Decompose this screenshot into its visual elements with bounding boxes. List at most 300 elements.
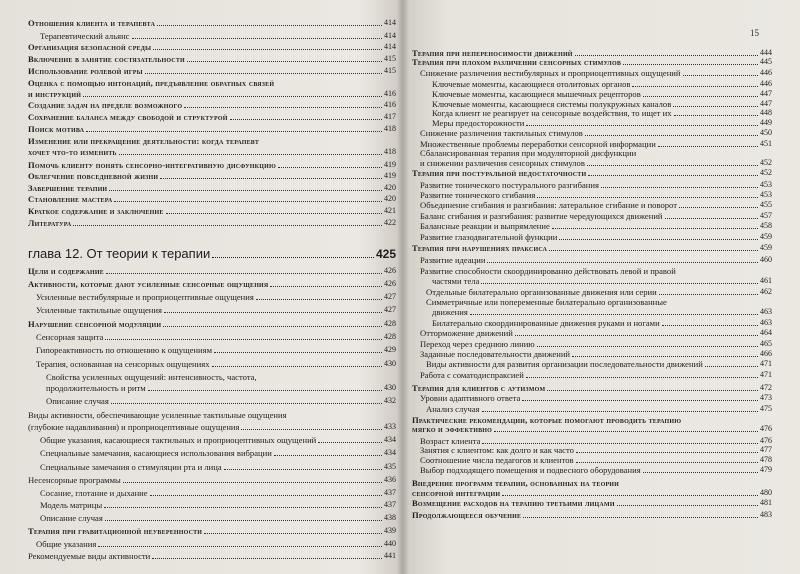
toc-entry-title: Отторможение движений [420, 328, 513, 338]
toc-entry-page: 476 [760, 424, 772, 433]
toc-entry-title: Ключевые моменты, касающиеся системы полукружных каналов [432, 99, 672, 109]
toc-entry-title: Отношения клиента и терапевта [28, 18, 156, 28]
dot-leader [526, 377, 758, 378]
dot-leader [83, 96, 382, 97]
toc-entry-title: Развитие тонического сгибания [420, 190, 536, 200]
toc-entry [40, 462, 396, 472]
toc-entry-title: Сохранение баланса между свободой и структурой [28, 112, 228, 122]
toc-entry [40, 31, 396, 41]
toc-entry-page: 466 [760, 349, 772, 358]
toc-entry [40, 435, 396, 445]
dot-leader [523, 517, 758, 518]
toc-entry-page: 426 [384, 279, 396, 288]
dot-leader [658, 146, 758, 147]
toc-entry-title: движения [432, 307, 468, 317]
toc-entry-page: 439 [384, 526, 396, 535]
toc-entry-title: Использование ролевой игры [28, 66, 143, 76]
toc-entry-page: 462 [760, 287, 772, 296]
toc-entry [36, 305, 396, 315]
toc-entry [28, 160, 396, 170]
toc-entry [432, 276, 772, 286]
toc-entry-page: 419 [384, 171, 396, 180]
toc-entry [28, 171, 396, 181]
toc-entry-title: Снижение различения вестибулярных и проприоцептивных ощущений [420, 68, 681, 78]
toc-entry-title: Продолжающееся обучение [412, 510, 522, 520]
dot-leader [187, 61, 382, 62]
toc-entry-page: 416 [384, 100, 396, 109]
dot-leader [537, 346, 758, 347]
toc-entry-title: Билатерально скоординированные движения руками и ногами [432, 318, 660, 328]
toc-entry-title: Сосание, глотание и дыхание [40, 488, 148, 498]
dot-leader [482, 443, 758, 444]
toc-entry-title: продолжительность и ритм [46, 383, 146, 393]
toc-entry [28, 100, 396, 110]
toc-entry-title: сенсорной интеграции [412, 488, 501, 498]
toc-entry [420, 221, 772, 231]
toc-entry-page: 458 [760, 221, 772, 230]
toc-entry-title: Развитие глазодвигательной функции [420, 232, 558, 242]
toc-entry-page: 452 [760, 168, 772, 177]
toc-entry-page: 418 [384, 147, 396, 156]
dot-leader [643, 96, 758, 97]
dot-leader [166, 213, 382, 214]
toc-entry-page: 446 [760, 68, 772, 77]
dot-leader [643, 472, 758, 473]
chapter-heading [28, 247, 396, 261]
toc-entry-page: 427 [384, 305, 396, 314]
dot-leader [150, 495, 382, 496]
toc-entry [28, 279, 396, 289]
toc-entry [412, 478, 772, 488]
toc-entry-title: Специальные замечания, касающиеся использования вибрации [40, 448, 272, 458]
toc-entry [28, 319, 396, 329]
toc-entry-page: 441 [384, 551, 396, 560]
dot-leader [502, 495, 758, 496]
dot-leader [559, 239, 758, 240]
toc-entry-title: Ключевые моменты, касающиеся мышечных рецепторов [432, 89, 641, 99]
dot-leader [683, 75, 759, 76]
toc-entry-page: 480 [760, 488, 772, 497]
toc-entry-title: Когда клиент не реагирует на сенсорные воздействия, то ищет их [432, 108, 672, 118]
toc-entry-page: 445 [760, 57, 772, 66]
dot-leader [212, 257, 374, 258]
toc-entry-title: Краткое содержание и заключение [28, 206, 164, 216]
toc-entry-page: 476 [760, 436, 772, 445]
toc-entry-title: частями тела [432, 276, 480, 286]
toc-entry-page: 451 [760, 139, 772, 148]
dot-leader [278, 167, 382, 168]
toc-entry-page: 459 [760, 232, 772, 241]
toc-entry-title: Цели и содержание [28, 266, 104, 276]
toc-entry-title: Развитие способности скоординированно действовать левой и правой [420, 266, 676, 276]
toc-entry-title: Гипореактивность по отношению к ощущениям [36, 345, 213, 355]
toc-entry-page: 464 [760, 328, 772, 337]
dot-leader [256, 299, 382, 300]
toc-entry [28, 136, 396, 146]
toc-entry [420, 465, 772, 475]
toc-entry-title: Снижение различения тактильных стимулов [420, 128, 583, 138]
dot-leader [549, 250, 758, 251]
toc-entry-page: 446 [760, 79, 772, 88]
toc-entry [28, 147, 396, 157]
toc-entry-title: и снижении различения сенсорных стимулов [420, 158, 585, 168]
page-number: 15 [750, 28, 759, 38]
toc-entry [40, 500, 396, 510]
toc-entry [426, 404, 772, 414]
toc-entry-page: 473 [760, 393, 772, 402]
dot-leader [617, 505, 758, 506]
toc-entry [28, 475, 396, 485]
toc-entry-page: 428 [384, 319, 396, 328]
toc-entry-title: Оценка с помощью интонаций, предъявление обратных связей [28, 78, 275, 88]
dot-leader [86, 131, 382, 132]
toc-entry [28, 42, 396, 52]
toc-entry [420, 255, 772, 265]
toc-entry-page: 414 [384, 42, 396, 51]
toc-entry [420, 455, 772, 465]
toc-entry-title: Активности, которые дают усиленные сенсорные ощущения [28, 279, 269, 289]
toc-entry-title: Специальные замечания о стимуляции рта и лица [40, 462, 222, 472]
dot-leader [572, 356, 758, 357]
dot-leader [623, 64, 758, 65]
toc-entry-title: Объединение сгибания и разгибания: латеральное сгибание и поворот [420, 200, 677, 210]
toc-entry [432, 307, 772, 317]
toc-entry-page: 422 [384, 218, 396, 227]
toc-entry-title: Уровни адаптивного ответа [420, 393, 521, 403]
toc-entry-title: Терапия при нарушениях праксиса [412, 243, 548, 253]
toc-entry-page: 418 [384, 124, 396, 133]
dot-leader [164, 312, 382, 313]
dot-leader [148, 390, 382, 391]
dot-leader [73, 225, 382, 226]
toc-entry-page: 449 [760, 118, 772, 127]
dot-leader [270, 286, 382, 287]
toc-entry-title: Изменение или прекращение деятельности: когда терапевт [28, 136, 260, 146]
toc-entry-title: Создание задач на пределе возможного [28, 100, 183, 110]
toc-entry-title: Баланс сгибания и разгибания: развитие чередующихся движений [420, 211, 663, 221]
toc-entry [40, 448, 396, 458]
dot-leader [673, 106, 758, 107]
dot-leader [515, 335, 758, 336]
toc-entry-page: 478 [760, 455, 772, 464]
toc-entry-page: 425 [375, 247, 396, 261]
toc-entry-title: Переход через среднюю линию [420, 339, 535, 349]
toc-entry-title: Облегчение повседневной жизни [28, 171, 159, 181]
toc-entry [28, 551, 396, 561]
toc-entry [46, 372, 396, 382]
toc-entry [432, 318, 772, 328]
toc-entry-page: 427 [384, 292, 396, 301]
toc-entry-page: 463 [760, 307, 772, 316]
dot-leader [588, 175, 758, 176]
toc-entry-page: 477 [760, 445, 772, 454]
toc-entry-page: 437 [384, 500, 396, 509]
toc-entry [420, 328, 772, 338]
toc-entry [412, 498, 772, 508]
toc-entry-title: Отдельные билатерально организованные движения или серии [426, 287, 657, 297]
toc-entry-title: Практические рекомендации, которые помогают проводить терапию [412, 415, 682, 425]
toc-entry-page: 429 [384, 345, 396, 354]
toc-entry-page: 465 [760, 339, 772, 348]
dot-leader [152, 558, 382, 559]
toc-entry [412, 243, 772, 253]
toc-entry-page: 452 [760, 158, 772, 167]
toc-entry [420, 180, 772, 190]
toc-entry [420, 68, 772, 78]
toc-entry [28, 18, 396, 28]
dot-leader [547, 390, 758, 391]
toc-entry [28, 89, 396, 99]
dot-leader [470, 314, 758, 315]
toc-entry-page: 444 [760, 48, 772, 57]
toc-entry-page: 457 [760, 211, 772, 220]
toc-entry-title: Симметричные или попеременные билатерально организованные [426, 297, 667, 307]
toc-entry-page: 435 [384, 462, 396, 471]
toc-entry-title: Балансные реакции и выпрямление [420, 221, 550, 231]
toc-entry-title: хочет что-то изменить [28, 147, 117, 157]
toc-entry-title: Соотношение числа педагогов и клиентов [420, 455, 574, 465]
dot-leader [526, 125, 758, 126]
toc-entry-title: (глубокие надавливания) и проприоцептивные ощущения [28, 422, 240, 432]
toc-entry-title: Терапевтический альянс [40, 31, 130, 41]
toc-entry [420, 266, 772, 276]
dot-leader [123, 482, 382, 483]
dot-leader [679, 207, 758, 208]
toc-entry-title: Возраст клиента [420, 436, 481, 446]
toc-entry-title: Несенсорные программы [28, 475, 121, 485]
toc-entry-page: 432 [384, 396, 396, 405]
toc-entry-title: Усиленные вестибулярные и проприоцептивные ощущения [36, 292, 254, 302]
toc-entry [420, 200, 772, 210]
toc-entry-page: 453 [760, 180, 772, 189]
dot-leader [157, 25, 382, 26]
toc-entry [426, 287, 772, 297]
toc-entry-page: 483 [760, 510, 772, 519]
toc-entry-title: Множественные проблемы переработки сенсорной информации [420, 139, 656, 149]
toc-entry [28, 218, 396, 228]
toc-entry-page: 471 [760, 370, 772, 379]
toc-entry-page: 426 [384, 266, 396, 275]
dot-leader [230, 119, 382, 120]
toc-entry [412, 510, 772, 520]
toc-entry [432, 108, 772, 118]
toc-entry [420, 190, 772, 200]
dot-leader [587, 165, 758, 166]
toc-entry-title: Свойства усиленных ощущений: интенсивность, частота, [46, 372, 257, 382]
toc-entry-title: Поиск мотива [28, 124, 85, 134]
dot-leader [212, 366, 383, 367]
toc-entry [46, 396, 396, 406]
toc-entry-page: 416 [384, 89, 396, 98]
toc-entry-title: Меры предосторожности [432, 118, 525, 128]
dot-leader [487, 262, 758, 263]
toc-entry-title: Заданные последовательности движений [420, 349, 571, 359]
dot-leader [98, 546, 382, 547]
toc-entry-title: Общие указания, касающиеся тактильных и проприоцептивных ощущений [40, 435, 317, 445]
toc-entry-title: Литература [28, 218, 72, 228]
dot-leader [665, 218, 758, 219]
toc-entry-page: 447 [760, 89, 772, 98]
toc-entry [40, 513, 396, 523]
toc-entry-page: 461 [760, 276, 772, 285]
dot-leader [585, 135, 758, 136]
dot-leader [494, 431, 758, 432]
toc-entry [36, 359, 396, 369]
dot-leader [106, 273, 382, 274]
dot-leader [241, 429, 382, 430]
toc-entry-page: 459 [760, 243, 772, 252]
toc-entry-page: 430 [384, 383, 396, 392]
toc-entry [426, 297, 772, 307]
dot-leader [104, 507, 382, 508]
toc-entry-page: 420 [384, 194, 396, 203]
toc-entry [420, 445, 772, 455]
toc-entry-page: 434 [384, 435, 396, 444]
toc-entry-page: 455 [760, 200, 772, 209]
dot-leader [119, 154, 382, 155]
toc-entry [412, 168, 772, 178]
toc-entry-title: Общие указания [36, 539, 97, 549]
dot-leader [184, 107, 382, 108]
toc-entry-title: Завершение терапии [28, 183, 108, 193]
toc-entry [28, 78, 396, 88]
toc-entry-page: 450 [760, 128, 772, 137]
dot-leader [601, 187, 758, 188]
toc-entry-title: Развитие тонического постурального разгибания [420, 180, 599, 190]
toc-entry [28, 206, 396, 216]
dot-leader [575, 55, 758, 56]
dot-leader [204, 533, 382, 534]
toc-entry [40, 488, 396, 498]
toc-entry-title: Анализ случая [426, 404, 480, 414]
toc-entry-title: Описание случая [40, 513, 103, 523]
toc-entry-title: Описание случая [46, 396, 109, 406]
toc-entry [28, 410, 396, 420]
toc-entry-title: Виды активности для развития организации последовательности движений [426, 359, 703, 369]
dot-leader [632, 86, 758, 87]
toc-entry-title: Виды активности, обеспечивающие усиленные тактильные ощущения [28, 410, 287, 420]
toc-entry-page: 481 [760, 498, 772, 507]
toc-entry-title: Сенсорная защита [36, 332, 104, 342]
dot-leader [662, 325, 758, 326]
toc-entry-page: 415 [384, 66, 396, 75]
dot-leader [153, 49, 382, 50]
toc-entry-title: Нарушение сенсорной модуляции [28, 319, 162, 329]
dot-leader [552, 228, 758, 229]
toc-entry-page: 463 [760, 318, 772, 327]
toc-entry [420, 349, 772, 359]
toc-entry [420, 211, 772, 221]
toc-entry-page: 430 [384, 359, 396, 368]
toc-entry-title: Работа с соматодиспраксией [420, 370, 524, 380]
dot-leader [160, 178, 382, 179]
dot-leader [214, 352, 382, 353]
toc-entry [420, 158, 772, 168]
toc-entry-page: 475 [760, 404, 772, 413]
toc-entry-title: Терапия для клиентов с аутизмом [412, 383, 546, 393]
toc-entry-title: мягко и эффективно [412, 424, 493, 434]
dot-leader [109, 190, 382, 191]
toc-entry [36, 332, 396, 342]
toc-entry-page: 437 [384, 488, 396, 497]
toc-entry-page: 421 [384, 206, 396, 215]
toc-entry-title: Терапия при плохом различении сенсорных стимулов [412, 57, 622, 67]
toc-entry [412, 424, 772, 434]
dot-leader [481, 283, 758, 284]
toc-entry-title: и инструкций [28, 89, 82, 99]
toc-entry [28, 422, 396, 432]
dot-leader [114, 201, 382, 202]
dot-leader [163, 326, 382, 327]
toc-entry [412, 57, 772, 67]
toc-entry [36, 345, 396, 355]
toc-entry-page: 417 [384, 112, 396, 121]
toc-entry [420, 148, 772, 158]
toc-entry-page: 434 [384, 448, 396, 457]
toc-entry [420, 393, 772, 403]
toc-entry-page: 419 [384, 160, 396, 169]
toc-entry-page: 414 [384, 18, 396, 27]
toc-entry [426, 359, 772, 369]
toc-entry [432, 79, 772, 89]
toc-entry-title: Модель матрицы [40, 500, 103, 510]
dot-leader [659, 294, 758, 295]
toc-entry-page: 440 [384, 539, 396, 548]
toc-entry [432, 118, 772, 128]
toc-entry [36, 539, 396, 549]
dot-leader [145, 73, 382, 74]
toc-entry-title: Внедрение программ терапии, основанных на теории [412, 478, 620, 488]
dot-leader [224, 469, 382, 470]
toc-entry [28, 266, 396, 276]
toc-entry-title: Рекомендуемые виды активности [28, 551, 151, 561]
toc-entry-page: 471 [760, 359, 772, 368]
toc-entry [36, 292, 396, 302]
toc-entry-title: Терапия при постуральной недостаточности [412, 168, 587, 178]
toc-entry-page: 453 [760, 190, 772, 199]
toc-entry [432, 89, 772, 99]
toc-entry-page: 433 [384, 422, 396, 431]
toc-entry [412, 488, 772, 498]
toc-entry-page: 447 [760, 99, 772, 108]
toc-entry-page: 460 [760, 255, 772, 264]
toc-entry-title: Развитие идеации [420, 255, 486, 265]
toc-entry [420, 232, 772, 242]
toc-entry-title: Возмещение расходов на терапию третьими лицами [412, 498, 615, 508]
toc-entry-page: 428 [384, 332, 396, 341]
toc-entry [412, 383, 772, 393]
toc-entry [46, 383, 396, 393]
toc-entry [28, 526, 396, 536]
toc-entry-title: Терапия при гравитационной неуверенности [28, 526, 203, 536]
toc-entry [28, 112, 396, 122]
toc-entry-title: Организация безопасной среды [28, 42, 152, 52]
dot-leader [274, 455, 382, 456]
dot-leader [705, 366, 758, 367]
dot-leader [132, 38, 383, 39]
book-gutter [397, 0, 409, 574]
dot-leader [674, 115, 758, 116]
toc-entry-title: Терапия, основанная на сенсорных ощущениях [36, 359, 210, 369]
toc-entry-page: 436 [384, 475, 396, 484]
dot-leader [522, 400, 758, 401]
dot-leader [111, 403, 382, 404]
toc-entry-page: 438 [384, 513, 396, 522]
toc-entry [28, 66, 396, 76]
toc-entry [420, 339, 772, 349]
toc-entry [28, 183, 396, 193]
toc-entry-page: 414 [384, 31, 396, 40]
